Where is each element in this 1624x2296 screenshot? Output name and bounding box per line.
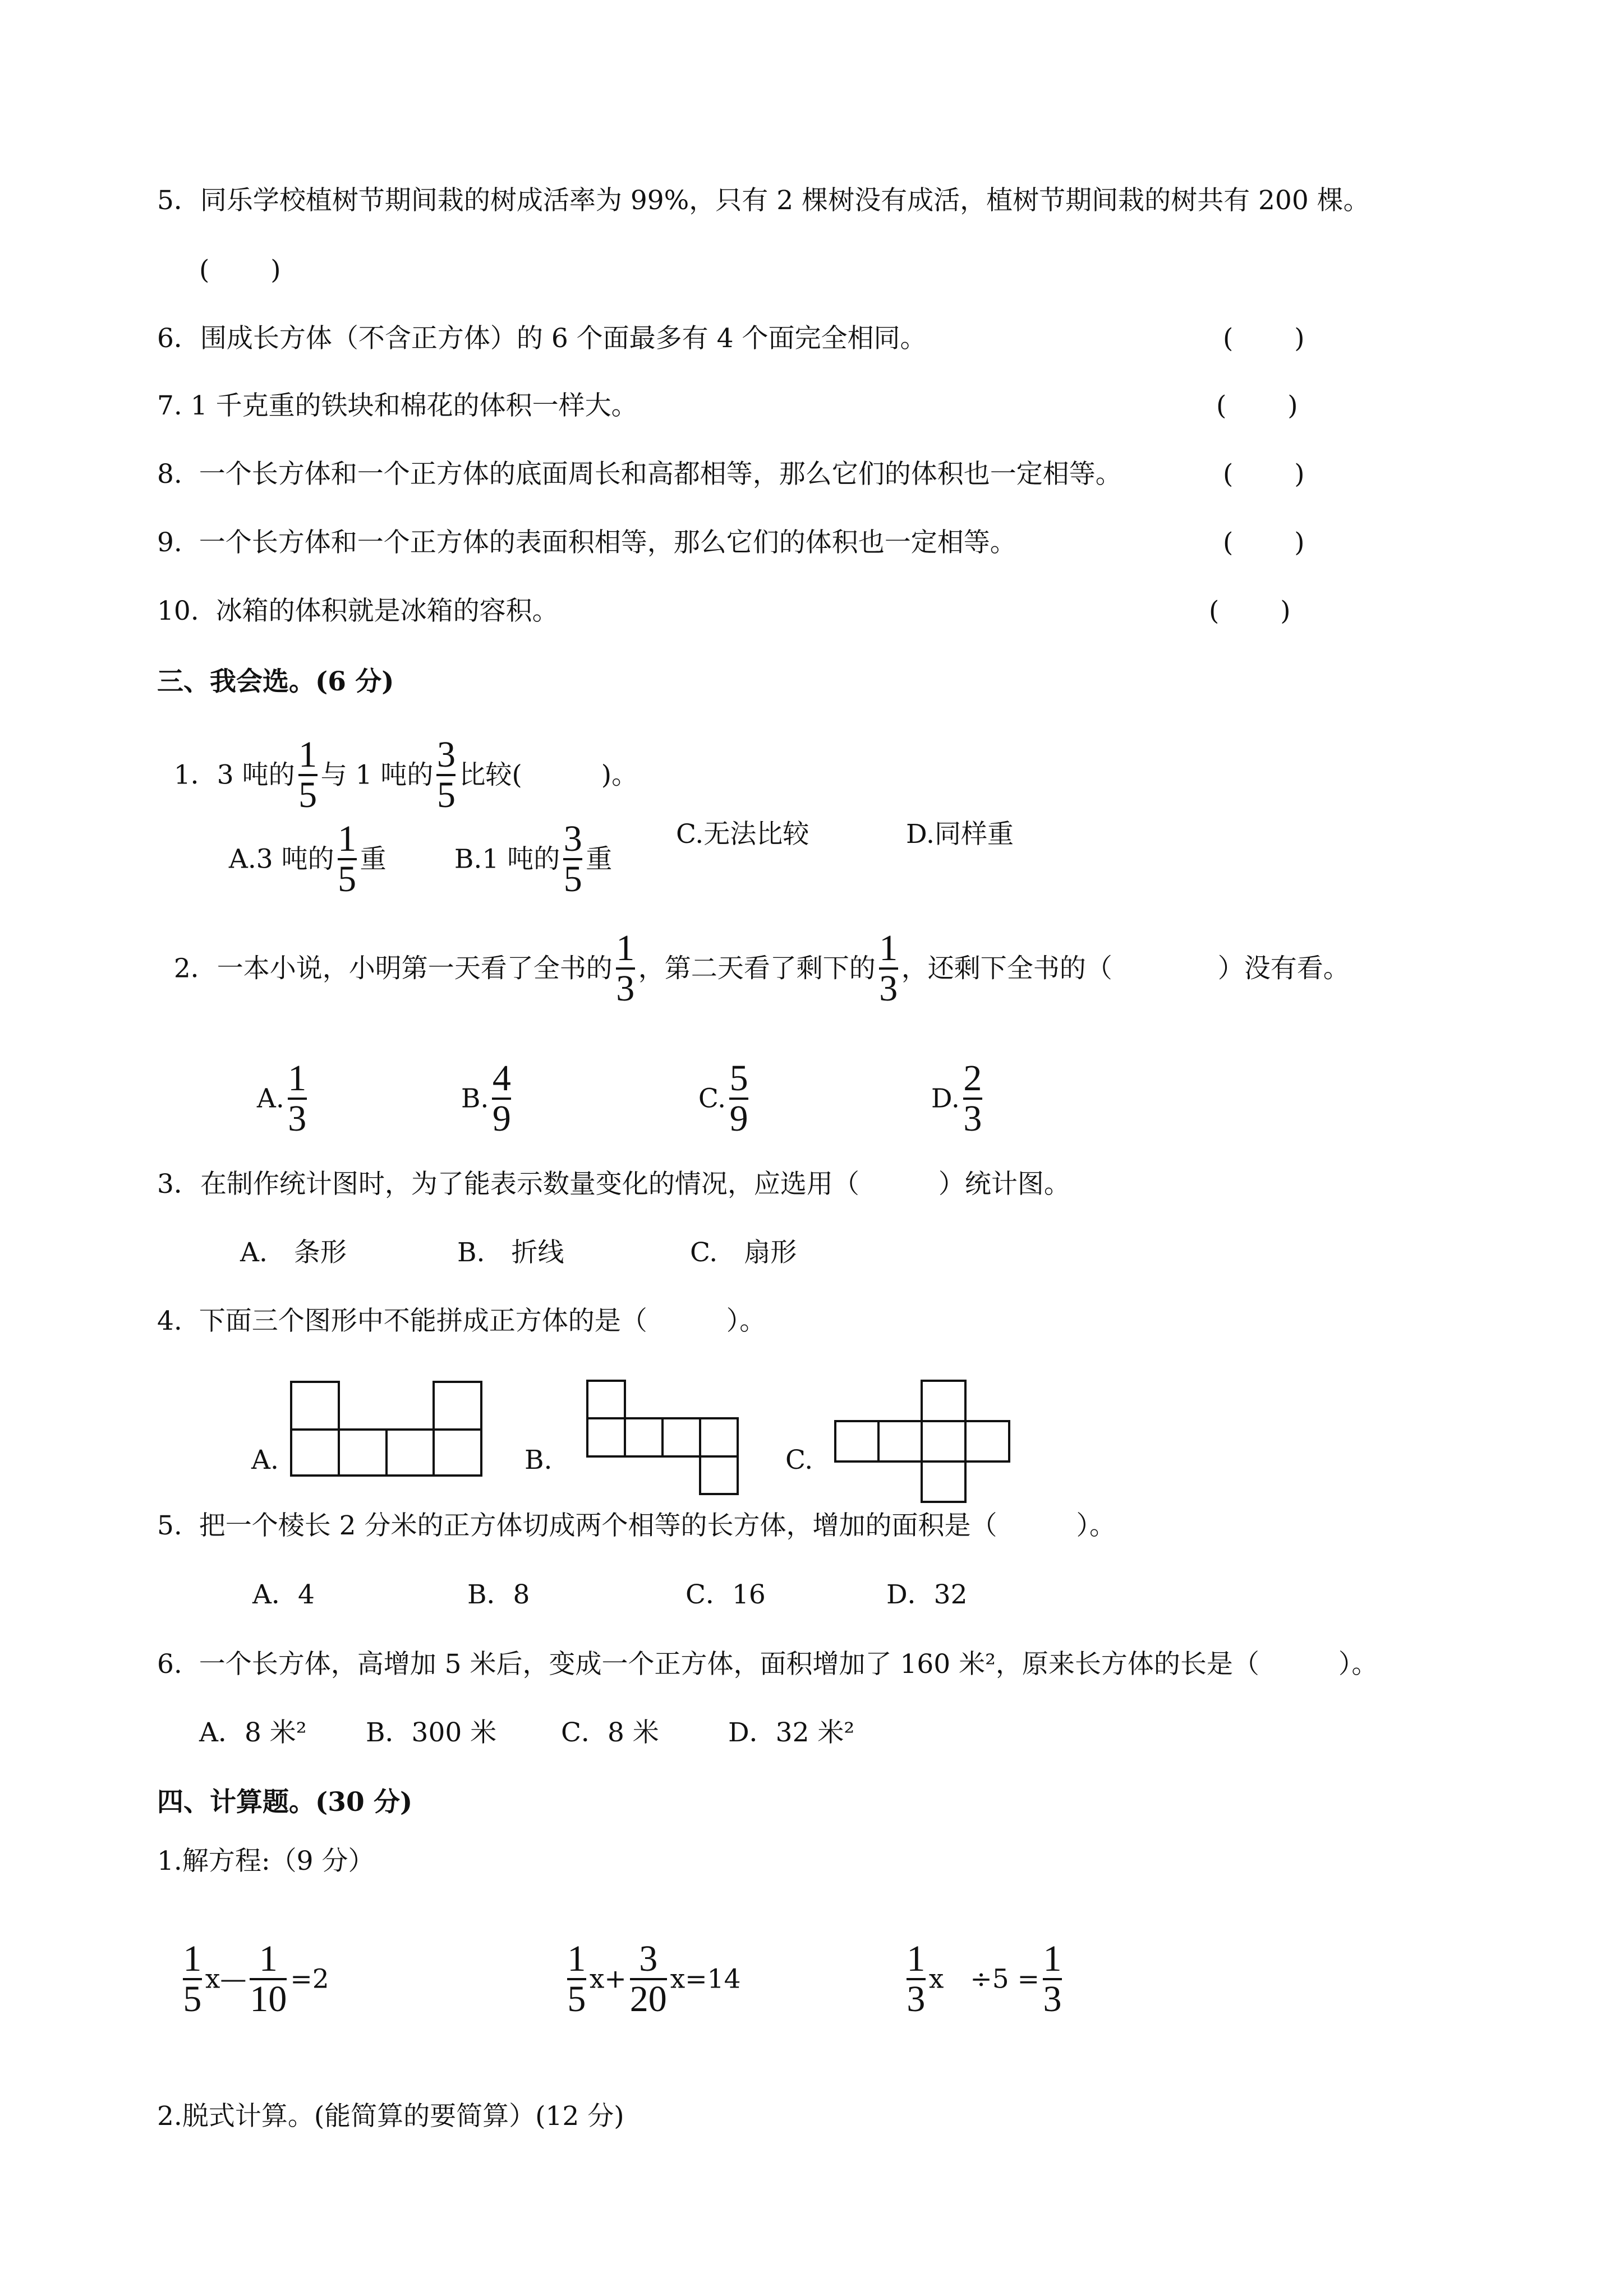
calc-subsection-2-title: 2.脱式计算。(能简算的要简算）(12 分) [157, 2101, 624, 2132]
choose-q3-option-b[interactable]: B. 折线 [457, 1237, 564, 1268]
fraction: $\frac{1}{5}$ [183, 1938, 202, 2020]
judge-q7-text: 7. 1 千克重的铁块和棉花的体积一样大。 [157, 390, 638, 421]
choose-q6-option-a[interactable]: A．8 米² [199, 1717, 307, 1748]
choose-q3-option-c[interactable]: C. 扇形 [690, 1237, 797, 1268]
choose-q5-option-c[interactable]: C．16 [686, 1579, 766, 1610]
fraction: $\frac{1}{5}$ [298, 734, 318, 815]
choose-q5-option-d[interactable]: D．32 [886, 1579, 968, 1610]
equation-2[interactable]: $\frac{1}{5}$ x+ $\frac{3}{20}$ x=14 [567, 1938, 741, 2020]
equation-3[interactable]: $\frac{1}{3}$ x ÷5 = $\frac{1}{3}$ [907, 1938, 1062, 2020]
calc-subsection-1-title: 1.解方程:（9 分） [157, 1846, 375, 1877]
choose-q4-option-b[interactable]: B. [525, 1445, 553, 1476]
choose-q4-option-a[interactable]: A. [251, 1445, 279, 1476]
judge-q6-text: 6．围成长方体（不含正方体）的 6 个面最多有 4 个面完全相同。 [157, 323, 927, 354]
judge-q8-answer-paren[interactable]: ( ) [1223, 459, 1305, 490]
judge-q5-answer-paren[interactable]: ( ) [199, 255, 281, 285]
section-three-heading: 三、我会选。(6 分) [157, 666, 394, 697]
choose-q6-option-b[interactable]: B．300 米 [366, 1717, 497, 1748]
choose-q2-text: 2．一本小说，小明第一天看了全书的 $\frac{1}{3}$ ，第二天看了剩下的 $\frac{1}{3}$ ，还剩下全书的（ ）没有看。 [173, 928, 1350, 1009]
choose-q2-option-a[interactable]: A. $\frac{1}{3}$ [256, 1058, 307, 1139]
fraction: $\frac{3}{5}$ [436, 734, 456, 815]
fraction: $\frac{3}{20}$ [629, 1938, 667, 2020]
fraction: $\frac{5}{9}$ [729, 1058, 748, 1139]
fraction: $\frac{1}{3}$ [1043, 1938, 1062, 2020]
choose-q5-option-a[interactable]: A．4 [252, 1579, 315, 1610]
cube-net-a-diagram [289, 1380, 485, 1478]
choose-q6-option-c[interactable]: C．8 米 [561, 1717, 659, 1748]
choose-q3-option-a[interactable]: A. 条形 [240, 1237, 347, 1268]
fraction: $\frac{1}{5}$ [567, 1938, 586, 2020]
judge-q5-text: 5．同乐学校植树节期间栽的树成活率为 99%，只有 2 棵树没有成活，植树节期间栽的树共有 200 棵。 [157, 185, 1370, 216]
fraction: $\frac{2}{3}$ [963, 1058, 982, 1139]
choose-q2-option-c[interactable]: C. $\frac{5}{9}$ [698, 1058, 748, 1139]
choose-q1-option-a[interactable]: A.3 吨的 $\frac{1}{5}$ 重 [228, 818, 387, 900]
choose-q1-option-c[interactable]: C.无法比较 [676, 819, 809, 850]
fraction: $\frac{1}{3}$ [879, 928, 898, 1009]
choose-q1-text: 1．3 吨的 $\frac{1}{5}$ 与 1 吨的 $\frac{3}{5}$ 比较( )。 [173, 734, 638, 815]
choose-q1-option-d[interactable]: D.同样重 [906, 819, 1014, 850]
choose-q2-option-b[interactable]: B. $\frac{4}{9}$ [461, 1058, 511, 1139]
cube-net-c-diagram [833, 1378, 1013, 1505]
judge-q7-answer-paren[interactable]: ( ) [1216, 390, 1298, 421]
choose-q5-option-b[interactable]: B．8 [467, 1579, 530, 1610]
judge-q9-answer-paren[interactable]: ( ) [1223, 527, 1305, 558]
judge-q8-text: 8. 一个长方体和一个正方体的底面周长和高都相等，那么它们的体积也一定相等。 [157, 459, 1122, 490]
judge-q10-answer-paren[interactable]: ( ) [1209, 596, 1291, 626]
cube-net-b-diagram [585, 1378, 745, 1496]
section-four-heading: 四、计算题。(30 分) [157, 1787, 413, 1818]
choose-q4-text: 4. 下面三个图形中不能拼成正方体的是（ ）。 [157, 1306, 766, 1336]
choose-q1-option-b[interactable]: B.1 吨的 $\frac{3}{5}$ 重 [454, 818, 613, 900]
equation-1[interactable]: $\frac{1}{5}$ x— $\frac{1}{10}$ =2 [183, 1938, 329, 2020]
fraction: $\frac{1}{3}$ [616, 928, 635, 1009]
judge-q9-text: 9. 一个长方体和一个正方体的表面积相等，那么它们的体积也一定相等。 [157, 527, 1016, 558]
fraction: $\frac{1}{10}$ [250, 1938, 287, 2020]
choose-q2-option-d[interactable]: D. $\frac{2}{3}$ [931, 1058, 982, 1139]
judge-q10-text: 10. 冰箱的体积就是冰箱的容积。 [157, 596, 559, 626]
fraction: $\frac{4}{9}$ [492, 1058, 511, 1139]
choose-q6-option-d[interactable]: D．32 米² [728, 1717, 855, 1748]
fraction: $\frac{3}{5}$ [563, 818, 582, 900]
fraction: $\frac{1}{3}$ [907, 1938, 926, 2020]
judge-q6-answer-paren[interactable]: ( ) [1223, 323, 1305, 354]
fraction: $\frac{1}{3}$ [288, 1058, 307, 1139]
choose-q5-text: 5. 把一个棱长 2 分米的正方体切成两个相等的长方体，增加的面积是（ ）。 [157, 1510, 1116, 1541]
choose-q3-text: 3．在制作统计图时，为了能表示数量变化的情况，应选用（ ）统计图。 [157, 1169, 1070, 1200]
choose-q4-option-c[interactable]: C. [785, 1445, 813, 1476]
choose-q6-text: 6. 一个长方体，高增加 5 米后，变成一个正方体，面积增加了 160 米²，原来长方体的长是（ ）。 [157, 1649, 1378, 1680]
fraction: $\frac{1}{5}$ [338, 818, 357, 900]
